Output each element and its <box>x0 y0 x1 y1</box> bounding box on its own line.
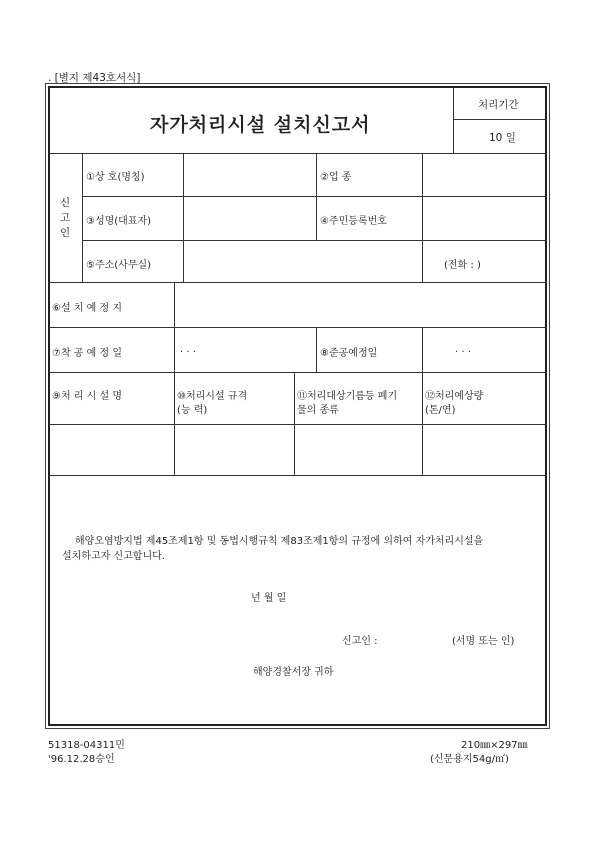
completion-date-value: . . . <box>455 344 471 355</box>
footer-paper-type: (신문용지54g/㎡) <box>430 754 509 765</box>
address-label: ⑤주소(사무실) <box>86 260 152 271</box>
declaration-date: 년 월 일 <box>251 593 287 604</box>
period-row-divider <box>453 119 546 120</box>
facility-spec-label-2: (능 력) <box>177 405 208 416</box>
applicant-group-label: 신 고 인 <box>60 197 71 239</box>
form-title: 자가처리시설 설치신고서 <box>150 114 371 136</box>
business-type-label: ②업 종 <box>320 172 352 183</box>
declarant-label: 신고인 : <box>342 636 378 647</box>
footer-code: 51318-04311민 <box>48 740 125 751</box>
expected-amount-label-1: ⑫처리예상량 <box>425 391 484 402</box>
processing-period-label: 처리기간 <box>478 99 519 111</box>
processing-period-value: 10 일 <box>489 132 516 144</box>
waste-type-label-1: ⑪처리대상기름등 폐기 <box>297 391 398 402</box>
title-divider <box>49 153 546 154</box>
declaration-line-1: 해양오염방지법 제45조제1항 및 동법시행규칙 제83조제1항의 규정에 의하여 자가처리시설을 <box>75 536 484 547</box>
facility-name-label: ⑨처 리 시 설 명 <box>52 391 122 402</box>
facility-spec-label-1: ⑩처리시설 규격 <box>177 391 248 402</box>
business-name-label: ①상 호(명칭) <box>86 172 145 183</box>
applicant-divider <box>82 153 83 282</box>
period-divider <box>453 87 454 153</box>
start-date-label: ⑦착 공 예 정 일 <box>52 348 122 359</box>
completion-date-label: ⑧준공예정일 <box>320 348 378 359</box>
recipient-label: 해양경찰서장 귀하 <box>253 667 334 678</box>
phone-label: (전화 : ) <box>444 260 481 271</box>
footer-paper-size: 210㎜×297㎜ <box>461 740 528 751</box>
footer-approval: '96.12.28승인 <box>48 754 115 765</box>
start-date-value: . . . <box>180 344 196 355</box>
resident-number-label: ④주민등록번호 <box>320 216 387 227</box>
waste-type-label-2: 물의 종류 <box>297 405 339 416</box>
install-site-label: ⑥설 치 예 정 지 <box>52 303 122 314</box>
expected-amount-label-2: (톤/연) <box>425 405 456 416</box>
declaration-line-2: 설치하고자 신고합니다. <box>62 551 165 562</box>
signature-label: (서명 또는 인) <box>452 636 515 647</box>
name-label: ③성명(대표자) <box>86 216 152 227</box>
form-reference: . [별지 제43호서식] <box>48 72 141 84</box>
